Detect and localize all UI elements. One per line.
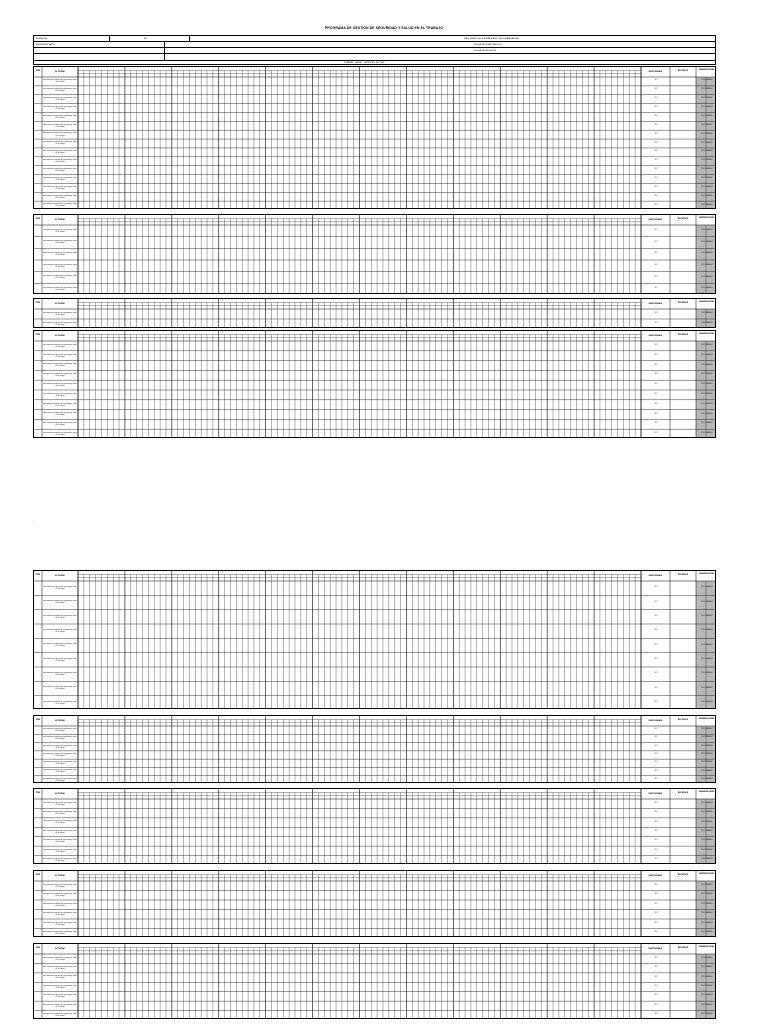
item-header: ITEM xyxy=(35,334,41,336)
activity-cell: Actividad del programa de seguridad y salud en el trabajo xyxy=(43,275,77,280)
state-cell: PROGRAMADO xyxy=(701,276,713,278)
responsible-cell: SST xyxy=(654,913,658,915)
responsible-cell: SST xyxy=(654,195,658,197)
state-cell: PROGRAMADO xyxy=(701,151,713,153)
state-cell: PROGRAMADO xyxy=(701,745,713,747)
responsible-cell: SST xyxy=(654,587,658,589)
responsible-header: RESPONSABLE xyxy=(648,219,663,221)
state-cell: PROGRAMADO xyxy=(701,1014,713,1016)
state-cell: PROGRAMADO xyxy=(701,967,713,969)
activity-cell: Actividad del programa de seguridad y salud en el trabajo xyxy=(43,600,77,605)
activity-cell: Actividad del programa de seguridad y salud en el trabajo xyxy=(43,1003,77,1008)
responsible-cell: SST xyxy=(654,264,658,266)
activity-cell: Actividad del programa de seguridad y salud en el trabajo xyxy=(43,912,77,917)
responsible-cell: SST xyxy=(654,687,658,689)
plan-grid xyxy=(34,299,716,328)
activity-cell: Actividad del programa de seguridad y salud en el trabajo xyxy=(43,883,77,888)
state-cell: PROGRAMADO xyxy=(701,160,713,162)
plan-grid xyxy=(34,571,716,709)
activity-cell: Actividad del programa de seguridad y salud en el trabajo xyxy=(43,614,77,619)
resources-header: RECURSOS xyxy=(677,70,689,72)
observations-header: OBSERVACIONES xyxy=(698,301,715,303)
activity-cell: Actividad del programa de seguridad y salud en el trabajo xyxy=(43,829,77,834)
state-cell: PROGRAMADO xyxy=(701,80,713,82)
responsible-cell: SST xyxy=(654,630,658,632)
state-cell: PROGRAMADO xyxy=(701,169,713,171)
responsible-cell: SST xyxy=(654,770,658,772)
responsible-cell: SST xyxy=(654,403,658,405)
activity-cell: Actividad del programa de seguridad y salud en el trabajo xyxy=(43,150,77,155)
item-header: ITEM xyxy=(35,574,41,576)
header-band xyxy=(34,299,716,309)
activity-cell: Actividad del programa de seguridad y salud en el trabajo xyxy=(43,263,77,268)
plan-table-block xyxy=(33,870,716,937)
activity-cell: Actividad del programa de seguridad y salud en el trabajo xyxy=(43,203,77,208)
responsible-cell: SST xyxy=(654,229,658,231)
item-header: ITEM xyxy=(35,792,41,794)
state-cell: PROGRAMADO xyxy=(701,729,713,731)
activity-cell: Actividad del programa de seguridad y salud en el trabajo xyxy=(43,628,77,634)
activity-cell: Actividad del programa de seguridad y salud en el trabajo xyxy=(43,176,77,181)
responsible-cell: SST xyxy=(654,115,658,117)
activity-cell: Actividad del programa de seguridad y salud en el trabajo xyxy=(43,286,77,292)
observations-header: OBSERVACIONES xyxy=(698,333,715,335)
header-band xyxy=(34,67,716,77)
state-cell: PROGRAMADO xyxy=(701,253,713,255)
activity-cell: Actividad del programa de seguridad y salud en el trabajo xyxy=(43,700,77,705)
state-cell: PROGRAMADO xyxy=(701,687,713,689)
resources-header: RECURSOS xyxy=(677,719,689,721)
state-cell: PROGRAMADO xyxy=(701,840,713,842)
state-cell: PROGRAMADO xyxy=(701,812,713,814)
state-cell: PROGRAMADO xyxy=(701,89,713,91)
activity-cell: Actividad del programa de seguridad y salud en el trabajo xyxy=(43,141,77,146)
state-cell: PROGRAMADO xyxy=(701,932,713,934)
header-band xyxy=(34,215,716,225)
responsible-cell: SST xyxy=(654,967,658,969)
responsible-cell: SST xyxy=(654,423,658,425)
resources-header: RECURSOS xyxy=(677,218,689,220)
activity-cell: Actividad del programa de seguridad y salud en el trabajo xyxy=(43,373,77,378)
responsible-cell: SST xyxy=(654,894,658,896)
activity-header: ACTIVIDAD xyxy=(55,71,65,73)
activity-cell: Actividad del programa de seguridad y salud en el trabajo xyxy=(43,810,77,816)
state-cell: PROGRAMADO xyxy=(701,195,713,197)
phase-line xyxy=(33,60,716,65)
activity-header: ACTIVIDAD xyxy=(55,303,65,305)
activity-cell: Actividad del programa de seguridad y salud en el trabajo xyxy=(43,657,77,662)
activity-cell: Actividad del programa de seguridad y salud en el trabajo xyxy=(43,185,77,190)
responsible-header: RESPONSABLE xyxy=(648,948,663,950)
responsible-header: RESPONSABLE xyxy=(648,720,663,722)
activity-cell: Actividad del programa de seguridad y salud en el trabajo xyxy=(43,251,77,257)
responsible-cell: SST xyxy=(654,169,658,171)
resources-header: RECURSOS xyxy=(677,874,689,876)
header-label: NIT xyxy=(144,38,148,40)
responsible-cell: SST xyxy=(654,729,658,731)
activity-header: ACTIVIDAD xyxy=(55,948,65,950)
state-cell: PROGRAMADO xyxy=(701,133,713,135)
state-cell: PROGRAMADO xyxy=(701,922,713,924)
state-cell: PROGRAMADO xyxy=(701,658,713,660)
responsible-cell: SST xyxy=(654,658,658,660)
activity-cell: Actividad del programa de seguridad y salud en el trabajo xyxy=(43,88,77,93)
state-cell: PROGRAMADO xyxy=(701,384,713,386)
activity-cell: Actividad del programa de seguridad y salud en el trabajo xyxy=(43,975,77,980)
state-cell: PROGRAMADO xyxy=(701,115,713,117)
responsible-cell: SST xyxy=(654,186,658,188)
activity-cell: Actividad del programa de seguridad y salud en el trabajo xyxy=(43,736,77,741)
responsible-cell: SST xyxy=(654,177,658,179)
state-cell: PROGRAMADO xyxy=(701,313,713,314)
state-cell: PROGRAMADO xyxy=(701,615,713,617)
responsible-cell: SST xyxy=(654,701,658,703)
activity-cell: Actividad del programa de seguridad y salud en el trabajo xyxy=(43,167,77,172)
responsible-cell: SST xyxy=(654,133,658,135)
responsible-cell: SST xyxy=(654,644,658,646)
responsible-cell: SST xyxy=(654,957,658,959)
header-label: EMPRESA xyxy=(36,38,47,40)
responsible-cell: SST xyxy=(654,754,658,755)
state-cell: PROGRAMADO xyxy=(701,601,713,603)
state-cell: PROGRAMADO xyxy=(701,849,713,851)
activity-cell: Actividad del programa de seguridad y salud en el trabajo xyxy=(43,752,77,757)
responsible-cell: SST xyxy=(654,812,658,814)
activity-cell: Actividad del programa de seguridad y salud en el trabajo xyxy=(43,585,77,591)
state-cell: PROGRAMADO xyxy=(701,884,713,886)
state-cell: PROGRAMADO xyxy=(701,142,713,144)
state-cell: PROGRAMADO xyxy=(701,859,713,861)
plan-table-block xyxy=(33,943,716,1019)
activity-cell: Actividad del programa de seguridad y salud en el trabajo xyxy=(43,228,77,233)
state-cell: PROGRAMADO xyxy=(701,802,713,804)
plan-grid xyxy=(34,67,716,209)
responsible-cell: SST xyxy=(654,601,658,603)
state-cell: PROGRAMADO xyxy=(701,913,713,915)
activity-cell: Actividad del programa de seguridad y salud en el trabajo xyxy=(43,761,77,766)
state-cell: PROGRAMADO xyxy=(701,433,713,435)
activity-cell: Actividad del programa de seguridad y salud en el trabajo xyxy=(43,240,77,245)
responsible-header: RESPONSABLE xyxy=(648,335,663,337)
state-cell: PROGRAMADO xyxy=(701,903,713,905)
responsible-header: RESPONSABLE xyxy=(648,575,663,577)
header-band xyxy=(34,571,716,581)
activity-cell: Actividad del programa de seguridad y salud en el trabajo xyxy=(43,321,77,326)
activity-cell: Actividad del programa de seguridad y salud en el trabajo xyxy=(43,343,77,348)
resources-header: RECURSOS xyxy=(677,334,689,336)
plan-grid xyxy=(34,215,716,294)
activity-cell: Actividad del programa de seguridad y salud en el trabajo xyxy=(43,893,77,898)
resources-header: RECURSOS xyxy=(677,792,689,794)
responsible-cell: SST xyxy=(654,276,658,278)
state-cell: PROGRAMADO xyxy=(701,770,713,772)
activity-cell: Actividad del programa de seguridad y salud en el trabajo xyxy=(43,79,77,84)
state-cell: PROGRAMADO xyxy=(701,107,713,109)
plan-table-block xyxy=(33,570,716,709)
responsible-cell: SST xyxy=(654,413,658,415)
state-cell: PROGRAMADO xyxy=(701,229,713,231)
resources-header: RECURSOS xyxy=(677,574,689,576)
activity-cell: Actividad del programa de seguridad y salud en el trabajo xyxy=(43,382,77,387)
activity-cell: Actividad del programa de seguridad y salud en el trabajo xyxy=(43,921,77,926)
responsible-header: RESPONSABLE xyxy=(648,793,663,795)
responsible-cell: SST xyxy=(654,89,658,91)
header-label: REPRESENTANTE xyxy=(36,44,56,46)
item-header: ITEM xyxy=(35,874,41,876)
plan-grid xyxy=(34,789,716,864)
item-header: ITEM xyxy=(35,218,41,220)
item-header: ITEM xyxy=(35,719,41,721)
header-band xyxy=(34,789,716,799)
activity-header: ACTIVIDAD xyxy=(55,219,65,221)
responsible-cell: SST xyxy=(654,1004,658,1006)
responsible-cell: SST xyxy=(654,821,658,823)
plan-table-block xyxy=(33,214,716,294)
responsible-cell: SST xyxy=(654,384,658,386)
sheet-page-1 xyxy=(0,0,768,460)
item-header: ITEM xyxy=(35,947,41,949)
state-cell: PROGRAMADO xyxy=(701,762,713,764)
activity-cell: Actividad del programa de seguridad y salud en el trabajo xyxy=(43,132,77,137)
state-cell: PROGRAMADO xyxy=(701,630,713,632)
responsible-cell: SST xyxy=(654,802,658,804)
responsible-cell: SST xyxy=(654,778,658,780)
activity-cell: Actividad del programa de seguridad y salud en el trabajo xyxy=(43,801,77,806)
state-cell: PROGRAMADO xyxy=(701,423,713,425)
header-label: FECHA DE ELABORACION xyxy=(474,44,502,46)
header-band xyxy=(34,871,716,881)
responsible-cell: SST xyxy=(654,932,658,934)
activity-cell: Actividad del programa de seguridad y salud en el trabajo xyxy=(43,311,77,316)
state-cell: PROGRAMADO xyxy=(701,354,713,356)
header-table xyxy=(33,35,716,61)
activity-cell: Actividad del programa de seguridad y salud en el trabajo xyxy=(43,686,77,691)
state-cell: PROGRAMADO xyxy=(701,393,713,395)
state-cell: PROGRAMADO xyxy=(701,264,713,266)
state-cell: PROGRAMADO xyxy=(701,957,713,959)
activity-cell: Actividad del programa de seguridad y salud en el trabajo xyxy=(43,431,77,436)
phase-text: PLANEAR · HACER · VERIFICAR · ACTUAR xyxy=(344,62,385,64)
state-cell: PROGRAMADO xyxy=(701,701,713,703)
state-cell: PROGRAMADO xyxy=(701,413,713,415)
activity-cell: Actividad del programa de seguridad y salud en el trabajo xyxy=(43,839,77,844)
responsible-cell: SST xyxy=(654,922,658,924)
activity-cell: Actividad del programa de seguridad y salud en el trabajo xyxy=(43,984,77,989)
activity-cell: Actividad del programa de seguridad y salud en el trabajo xyxy=(43,353,77,358)
responsible-cell: SST xyxy=(654,673,658,675)
state-cell: PROGRAMADO xyxy=(701,831,713,832)
responsible-header: RESPONSABLE xyxy=(648,303,663,305)
resources-header: RECURSOS xyxy=(677,302,689,304)
responsible-cell: SST xyxy=(654,160,658,162)
header-label: FECHA DE REVISION xyxy=(474,50,497,52)
state-cell: PROGRAMADO xyxy=(701,403,713,405)
state-cell: PROGRAMADO xyxy=(701,986,713,987)
state-cell: PROGRAMADO xyxy=(701,177,713,179)
activity-cell: Actividad del programa de seguridad y salud en el trabajo xyxy=(43,96,77,102)
activity-header: ACTIVIDAD xyxy=(55,793,65,795)
state-cell: PROGRAMADO xyxy=(701,821,713,823)
responsible-cell: SST xyxy=(654,986,658,987)
responsible-cell: SST xyxy=(654,831,658,832)
plan-table-block xyxy=(33,330,716,438)
activity-cell: Actividad del programa de seguridad y salud en el trabajo xyxy=(43,956,77,961)
activity-cell: Actividad del programa de seguridad y salud en el trabajo xyxy=(43,363,77,368)
item-header: ITEM xyxy=(35,302,41,304)
responsible-cell: SST xyxy=(654,241,658,243)
responsible-cell: SST xyxy=(654,124,658,126)
state-cell: PROGRAMADO xyxy=(701,587,713,589)
header-band xyxy=(34,716,716,726)
state-cell: PROGRAMADO xyxy=(701,737,713,739)
activity-cell: Actividad del programa de seguridad y salud en el trabajo xyxy=(43,422,77,427)
state-cell: PROGRAMADO xyxy=(701,124,713,126)
responsible-cell: SST xyxy=(654,884,658,886)
responsible-header: RESPONSABLE xyxy=(648,875,663,877)
responsible-cell: SST xyxy=(654,903,658,905)
observations-header: OBSERVACIONES xyxy=(698,69,715,71)
activity-header: ACTIVIDAD xyxy=(55,875,65,877)
state-cell: PROGRAMADO xyxy=(701,364,713,366)
plan-table-block xyxy=(33,298,716,328)
activity-cell: Actividad del programa de seguridad y salud en el trabajo xyxy=(43,744,77,749)
responsible-cell: SST xyxy=(654,98,658,100)
activity-cell: Actividad del programa de seguridad y salud en el trabajo xyxy=(43,671,77,677)
header-band xyxy=(34,331,716,341)
plan-table-block xyxy=(33,715,716,783)
document-title: PROGRAMA DE GESTION DE SEGURIDAD Y SALUD EN EL TRABAJO xyxy=(324,26,444,30)
activity-cell: Actividad del programa de seguridad y salud en el trabajo xyxy=(43,194,77,199)
plan-table-block xyxy=(33,66,716,209)
header-band xyxy=(34,944,716,954)
state-cell: PROGRAMADO xyxy=(701,995,713,997)
responsible-header: RESPONSABLE xyxy=(648,71,663,73)
activity-header: ACTIVIDAD xyxy=(55,575,65,577)
responsible-cell: SST xyxy=(654,253,658,255)
responsible-cell: SST xyxy=(654,107,658,109)
activity-cell: Actividad del programa de seguridad y salud en el trabajo xyxy=(43,392,77,397)
plan-grid xyxy=(34,944,716,1019)
activity-cell: Actividad del programa de seguridad y salud en el trabajo xyxy=(43,931,77,936)
activity-cell: Actividad del programa de seguridad y salud en el trabajo xyxy=(43,727,77,733)
state-cell: PROGRAMADO xyxy=(701,344,713,346)
observations-header: OBSERVACIONES xyxy=(698,217,715,219)
state-cell: PROGRAMADO xyxy=(701,1004,713,1006)
observations-header: OBSERVACIONES xyxy=(698,573,715,575)
state-cell: PROGRAMADO xyxy=(701,673,713,675)
responsible-cell: SST xyxy=(654,364,658,366)
responsible-cell: SST xyxy=(654,433,658,435)
responsible-cell: SST xyxy=(654,737,658,739)
activity-cell: Actividad del programa de seguridad y salud en el trabajo xyxy=(43,848,77,853)
observations-header: OBSERVACIONES xyxy=(698,873,715,875)
responsible-cell: SST xyxy=(654,615,658,617)
responsible-cell: SST xyxy=(654,976,658,978)
activity-cell: Actividad del programa de seguridad y salud en el trabajo xyxy=(43,769,77,774)
activity-cell: Actividad del programa de seguridad y salud en el trabajo xyxy=(43,820,77,825)
activity-cell: Actividad del programa de seguridad y salud en el trabajo xyxy=(43,412,77,417)
state-cell: PROGRAMADO xyxy=(701,374,713,376)
state-cell: PROGRAMADO xyxy=(701,241,713,243)
observations-header: OBSERVACIONES xyxy=(698,946,715,948)
responsible-cell: SST xyxy=(654,745,658,747)
responsible-cell: SST xyxy=(654,849,658,851)
state-cell: PROGRAMADO xyxy=(701,288,713,290)
activity-cell: Actividad del programa de seguridad y salud en el trabajo xyxy=(43,858,77,863)
activity-cell: Actividad del programa de seguridad y salud en el trabajo xyxy=(43,777,77,782)
responsible-cell: SST xyxy=(654,995,658,997)
activity-cell: Actividad del programa de seguridad y salud en el trabajo xyxy=(43,994,77,999)
observations-header: OBSERVACIONES xyxy=(698,791,715,793)
sheet-page-2 xyxy=(0,560,768,1024)
state-cell: PROGRAMADO xyxy=(701,323,713,324)
state-cell: PROGRAMADO xyxy=(701,778,713,780)
page-number: 1 xyxy=(33,522,35,524)
responsible-cell: SST xyxy=(654,393,658,395)
state-cell: PROGRAMADO xyxy=(701,204,713,206)
item-header: ITEM xyxy=(35,70,41,72)
responsible-cell: SST xyxy=(654,374,658,376)
responsible-cell: SST xyxy=(654,323,658,324)
responsible-cell: SST xyxy=(654,80,658,82)
activity-cell: Actividad del programa de seguridad y salud en el trabajo xyxy=(43,965,77,971)
activity-cell: Actividad del programa de seguridad y salud en el trabajo xyxy=(43,123,77,128)
responsible-cell: SST xyxy=(654,313,658,314)
responsible-cell: SST xyxy=(654,142,658,144)
state-cell: PROGRAMADO xyxy=(701,976,713,978)
state-cell: PROGRAMADO xyxy=(701,644,713,646)
activity-cell: Actividad del programa de seguridad y salud en el trabajo xyxy=(43,114,77,119)
plan-grid xyxy=(34,331,716,438)
activity-cell: Actividad del programa de seguridad y salud en el trabajo xyxy=(43,159,77,164)
responsible-cell: SST xyxy=(654,859,658,861)
responsible-cell: SST xyxy=(654,762,658,764)
responsible-cell: SST xyxy=(654,1014,658,1016)
header-label: MES: ENERO A DICIEMBRE AÑO: PROGRAMA ANUAL xyxy=(464,38,520,40)
state-cell: PROGRAMADO xyxy=(701,186,713,188)
responsible-cell: SST xyxy=(654,204,658,206)
resources-header: RECURSOS xyxy=(677,947,689,949)
activity-header: ACTIVIDAD xyxy=(55,335,65,337)
state-cell: PROGRAMADO xyxy=(701,754,713,755)
plan-grid xyxy=(34,716,716,783)
observations-header: OBSERVACIONES xyxy=(698,718,715,720)
activity-header: ACTIVIDAD xyxy=(55,720,65,722)
responsible-cell: SST xyxy=(654,151,658,153)
activity-cell: Actividad del programa de seguridad y salud en el trabajo xyxy=(43,643,77,648)
state-cell: PROGRAMADO xyxy=(701,98,713,100)
plan-table-block xyxy=(33,788,716,864)
activity-cell: Actividad del programa de seguridad y salud en el trabajo xyxy=(43,105,77,110)
plan-grid xyxy=(34,871,716,937)
activity-cell: Actividad del programa de seguridad y salud en el trabajo xyxy=(43,902,77,907)
responsible-cell: SST xyxy=(654,354,658,356)
responsible-cell: SST xyxy=(654,344,658,346)
activity-cell: Actividad del programa de seguridad y salud en el trabajo xyxy=(43,402,77,407)
responsible-cell: SST xyxy=(654,288,658,290)
responsible-cell: SST xyxy=(654,840,658,842)
state-cell: PROGRAMADO xyxy=(701,894,713,896)
activity-cell: Actividad del programa de seguridad y salud en el trabajo xyxy=(43,1013,77,1018)
